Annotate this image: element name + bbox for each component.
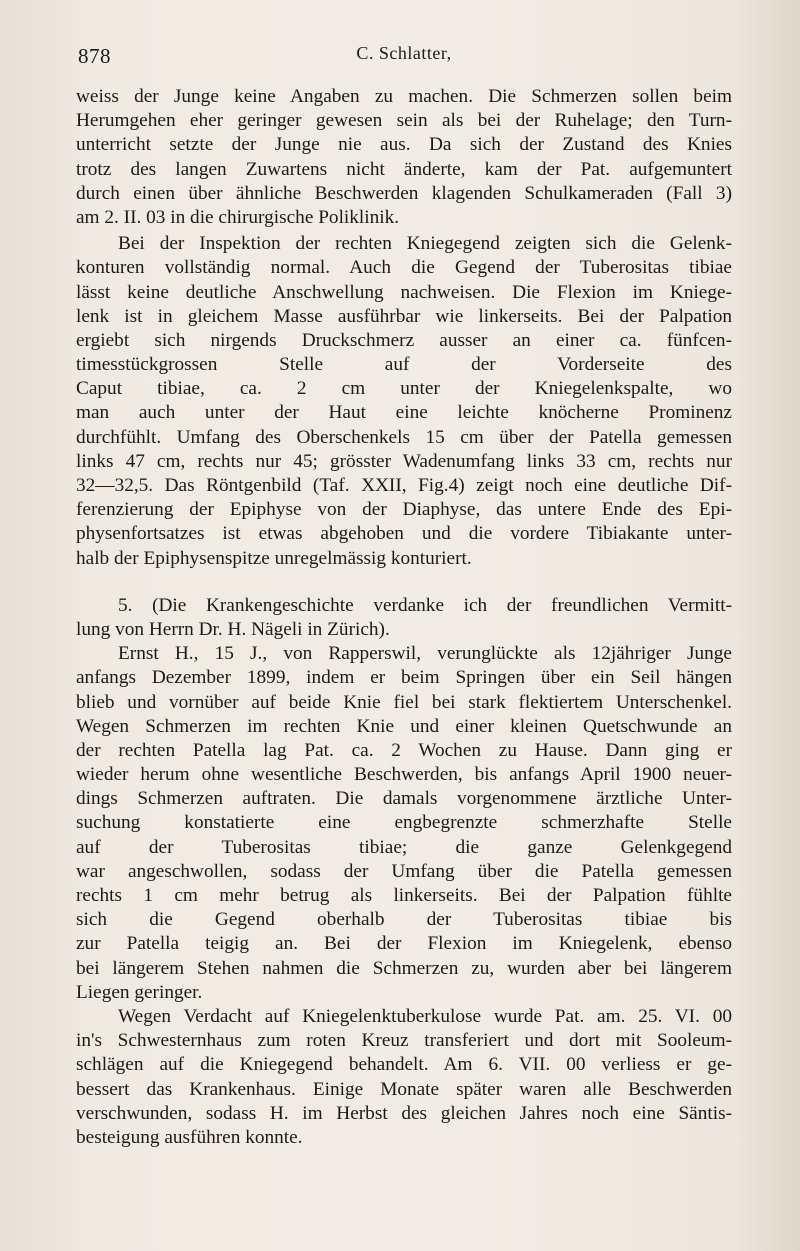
paragraph: [76, 85, 732, 230]
text-line: lenk ist in gleichem Masse ausführbar wie linkerseits. Bei der Palpation: [76, 305, 732, 327]
text-line: Liegen geringer.: [76, 981, 203, 1003]
text-line: Herumgehen eher geringer gewesen sein als bei der Ruhelage; den Turn-: [76, 110, 732, 132]
running-head: [78, 40, 730, 70]
text-line: trotz des langen Zuwartens nicht änderte, kam der Pat. aufgemuntert: [76, 158, 732, 180]
text-line: unterricht setzte der Junge nie aus. Da sich der Zustand des Knies: [76, 134, 732, 156]
text-line: ergiebt sich nirgends Druckschmerz ausser an einer ca. fünfcen-: [76, 329, 732, 351]
paragraph: [76, 232, 732, 571]
text-line: 5. (Die Krankengeschichte verdanke ich der freundlichen Vermitt-: [118, 594, 732, 616]
running-title: C. Schlatter,: [356, 43, 452, 63]
paragraph: [76, 1005, 732, 1150]
text-line: man auch unter der Haut eine leichte knöcherne Prominenz: [76, 402, 732, 424]
text-line: bei längerem Stehen nahmen die Schmerzen zu, wurden aber bei längerem: [76, 957, 732, 979]
text-line: am 2. II. 03 in die chirurgische Poliklinik.: [76, 206, 400, 228]
text-line: 32—32,5. Das Röntgenbild (Taf. XXII, Fig.4) zeigt noch eine deutliche Dif-: [76, 475, 732, 496]
text-line: dings Schmerzen auftraten. Die damals vorgenommene ärztliche Unter-: [76, 788, 732, 810]
text-line: der rechten Patella lag Pat. ca. 2 Wochen zu Hause. Dann ging er: [76, 739, 732, 761]
text-line: besteigung ausführen konnte.: [76, 1126, 303, 1148]
paragraph: [76, 594, 732, 642]
body-text: [76, 85, 732, 1150]
text-line: Bei der Inspektion der rechten Kniegegend zeigten sich die Gelenk-: [118, 233, 732, 255]
text-line: weiss der Junge keine Angaben zu machen. Die Schmerzen sollen beim: [76, 86, 732, 107]
text-line: bessert das Krankenhaus. Einige Monate später waren alle Beschwerden: [76, 1078, 732, 1100]
text-line: durchfühlt. Umfang des Oberschenkels 15 cm über der Patella gemessen: [76, 426, 732, 448]
text-line: Caput tibiae, ca. 2 cm unter der Kniegelenkspalte, wo: [76, 378, 732, 400]
text-line: in's Schwesternhaus zum roten Kreuz transferiert und dort mit Sooleum-: [76, 1030, 732, 1052]
text-line: Ernst H., 15 J., von Rapperswil, verunglückte als 12jähriger Junge: [118, 643, 732, 665]
text-line: sich die Gegend oberhalb der Tuberositas tibiae bis: [76, 909, 732, 931]
text-line: Wegen Schmerzen im rechten Knie und einer kleinen Quetschwunde an: [76, 715, 732, 737]
text-line: blieb und vornüber auf beide Knie fiel bei stark flektiertem Unterschenkel.: [76, 691, 732, 713]
text-line: war angeschwollen, sodass der Umfang über die Patella gemessen: [76, 860, 732, 882]
text-line: zur Patella teigig an. Bei der Flexion im Kniegelenk, ebenso: [76, 933, 732, 955]
text-line: rechts 1 cm mehr betrug als linkerseits. Bei der Palpation fühlte: [76, 885, 732, 906]
text-line: durch einen über ähnliche Beschwerden klagenden Schulkameraden (Fall 3): [76, 182, 732, 204]
text-line: wieder herum ohne wesentliche Beschwerden, bis anfangs April 1900 neuer-: [76, 764, 732, 786]
text-line: physenfortsatzes ist etwas abgehoben und die vordere Tibiakante unter-: [76, 523, 732, 545]
text-line: timesstückgrossen Stelle auf der Vorderseite des: [76, 354, 732, 376]
text-line: Wegen Verdacht auf Kniegelenktuberkulose wurde Pat. am. 25. VI. 00: [118, 1005, 732, 1027]
text-line: links 47 cm, rechts nur 45; grösster Wadenumfang links 33 cm, rechts nur: [76, 450, 732, 472]
text-line: lässt keine deutliche Anschwellung nachweisen. Die Flexion im Kniege-: [76, 281, 732, 303]
text-line: anfangs Dezember 1899, indem er beim Springen über ein Seil hängen: [76, 667, 732, 689]
text-line: halb der Epiphysenspitze unregelmässig konturiert.: [76, 547, 472, 569]
paragraph: [76, 642, 732, 1005]
text-line: schlägen auf die Kniegegend behandelt. Am 6. VII. 00 verliess er ge-: [76, 1054, 732, 1076]
text-line: ferenzierung der Epiphyse von der Diaphyse, das untere Ende des Epi-: [76, 499, 732, 521]
text-line: suchung konstatierte eine engbegrenzte schmerzhafte Stelle: [76, 812, 732, 834]
text-line: lung von Herrn Dr. H. Nägeli in Zürich).: [76, 618, 390, 640]
text-line: verschwunden, sodass H. im Herbst des gleichen Jahres noch eine Säntis-: [76, 1102, 732, 1124]
text-line: konturen vollständig normal. Auch die Gegend der Tuberositas tibiae: [76, 257, 732, 279]
page-number: 878: [78, 44, 111, 68]
text-line: auf der Tuberositas tibiae; die ganze Gelenkgegend: [76, 836, 732, 858]
